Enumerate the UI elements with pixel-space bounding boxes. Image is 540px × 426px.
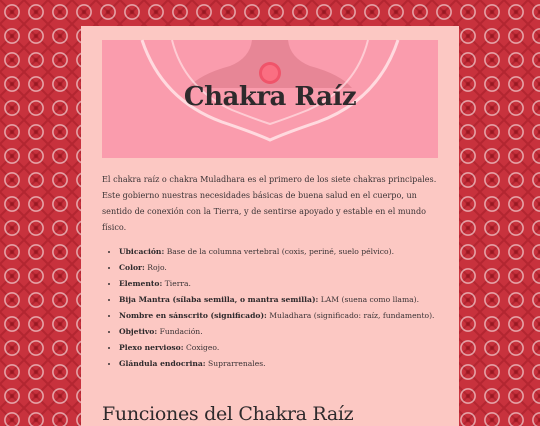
property-value: Suprarrenales. [208, 359, 266, 368]
list-item [119, 260, 438, 276]
property-label: Ubicación: [119, 247, 165, 256]
hero-banner [102, 40, 438, 158]
list-item [119, 356, 438, 372]
property-value: Fundación. [159, 327, 203, 336]
property-label: Plexo nervioso: [119, 343, 184, 352]
list-item [119, 340, 438, 356]
list-item [119, 244, 438, 260]
property-label: Color: [119, 263, 145, 272]
property-label: Nombre en sánscrito (significado): [119, 311, 267, 320]
property-label: Elemento: [119, 279, 163, 288]
property-label: Glándula endocrina: [119, 359, 206, 368]
property-label: Objetivo: [119, 327, 158, 336]
property-value: LAM (suena como llama). [320, 295, 420, 304]
intro-paragraph: El chakra raíz o chakra Muladhara es el primero de los siete chakras principales. Este gobierno nuestras necesidades básicas de buena salud en el cuerpo, un sentido de conexión con la Tierra, y de sentirse apoyado y estable en el mundo físico. [102, 174, 437, 232]
page-title: Chakra Raíz [183, 82, 357, 112]
property-value: Coxigeo. [185, 343, 220, 352]
list-item [119, 308, 438, 324]
property-value: Base de la columna vertebral (coxis, periné, suelo pélvico). [166, 247, 394, 256]
list-item [119, 324, 438, 340]
property-label: Bija Mantra (sílaba semilla, o mantra semilla): [119, 295, 319, 304]
section-heading: Funciones del Chakra Raíz [102, 403, 354, 425]
chakra-properties-list [102, 244, 438, 372]
property-value: Tierra. [164, 279, 191, 288]
property-value: Rojo. [147, 263, 167, 272]
list-item [119, 276, 438, 292]
property-value: Muladhara (significado: raíz, fundamento). [269, 311, 435, 320]
list-item [119, 292, 438, 308]
article-card [81, 26, 459, 426]
